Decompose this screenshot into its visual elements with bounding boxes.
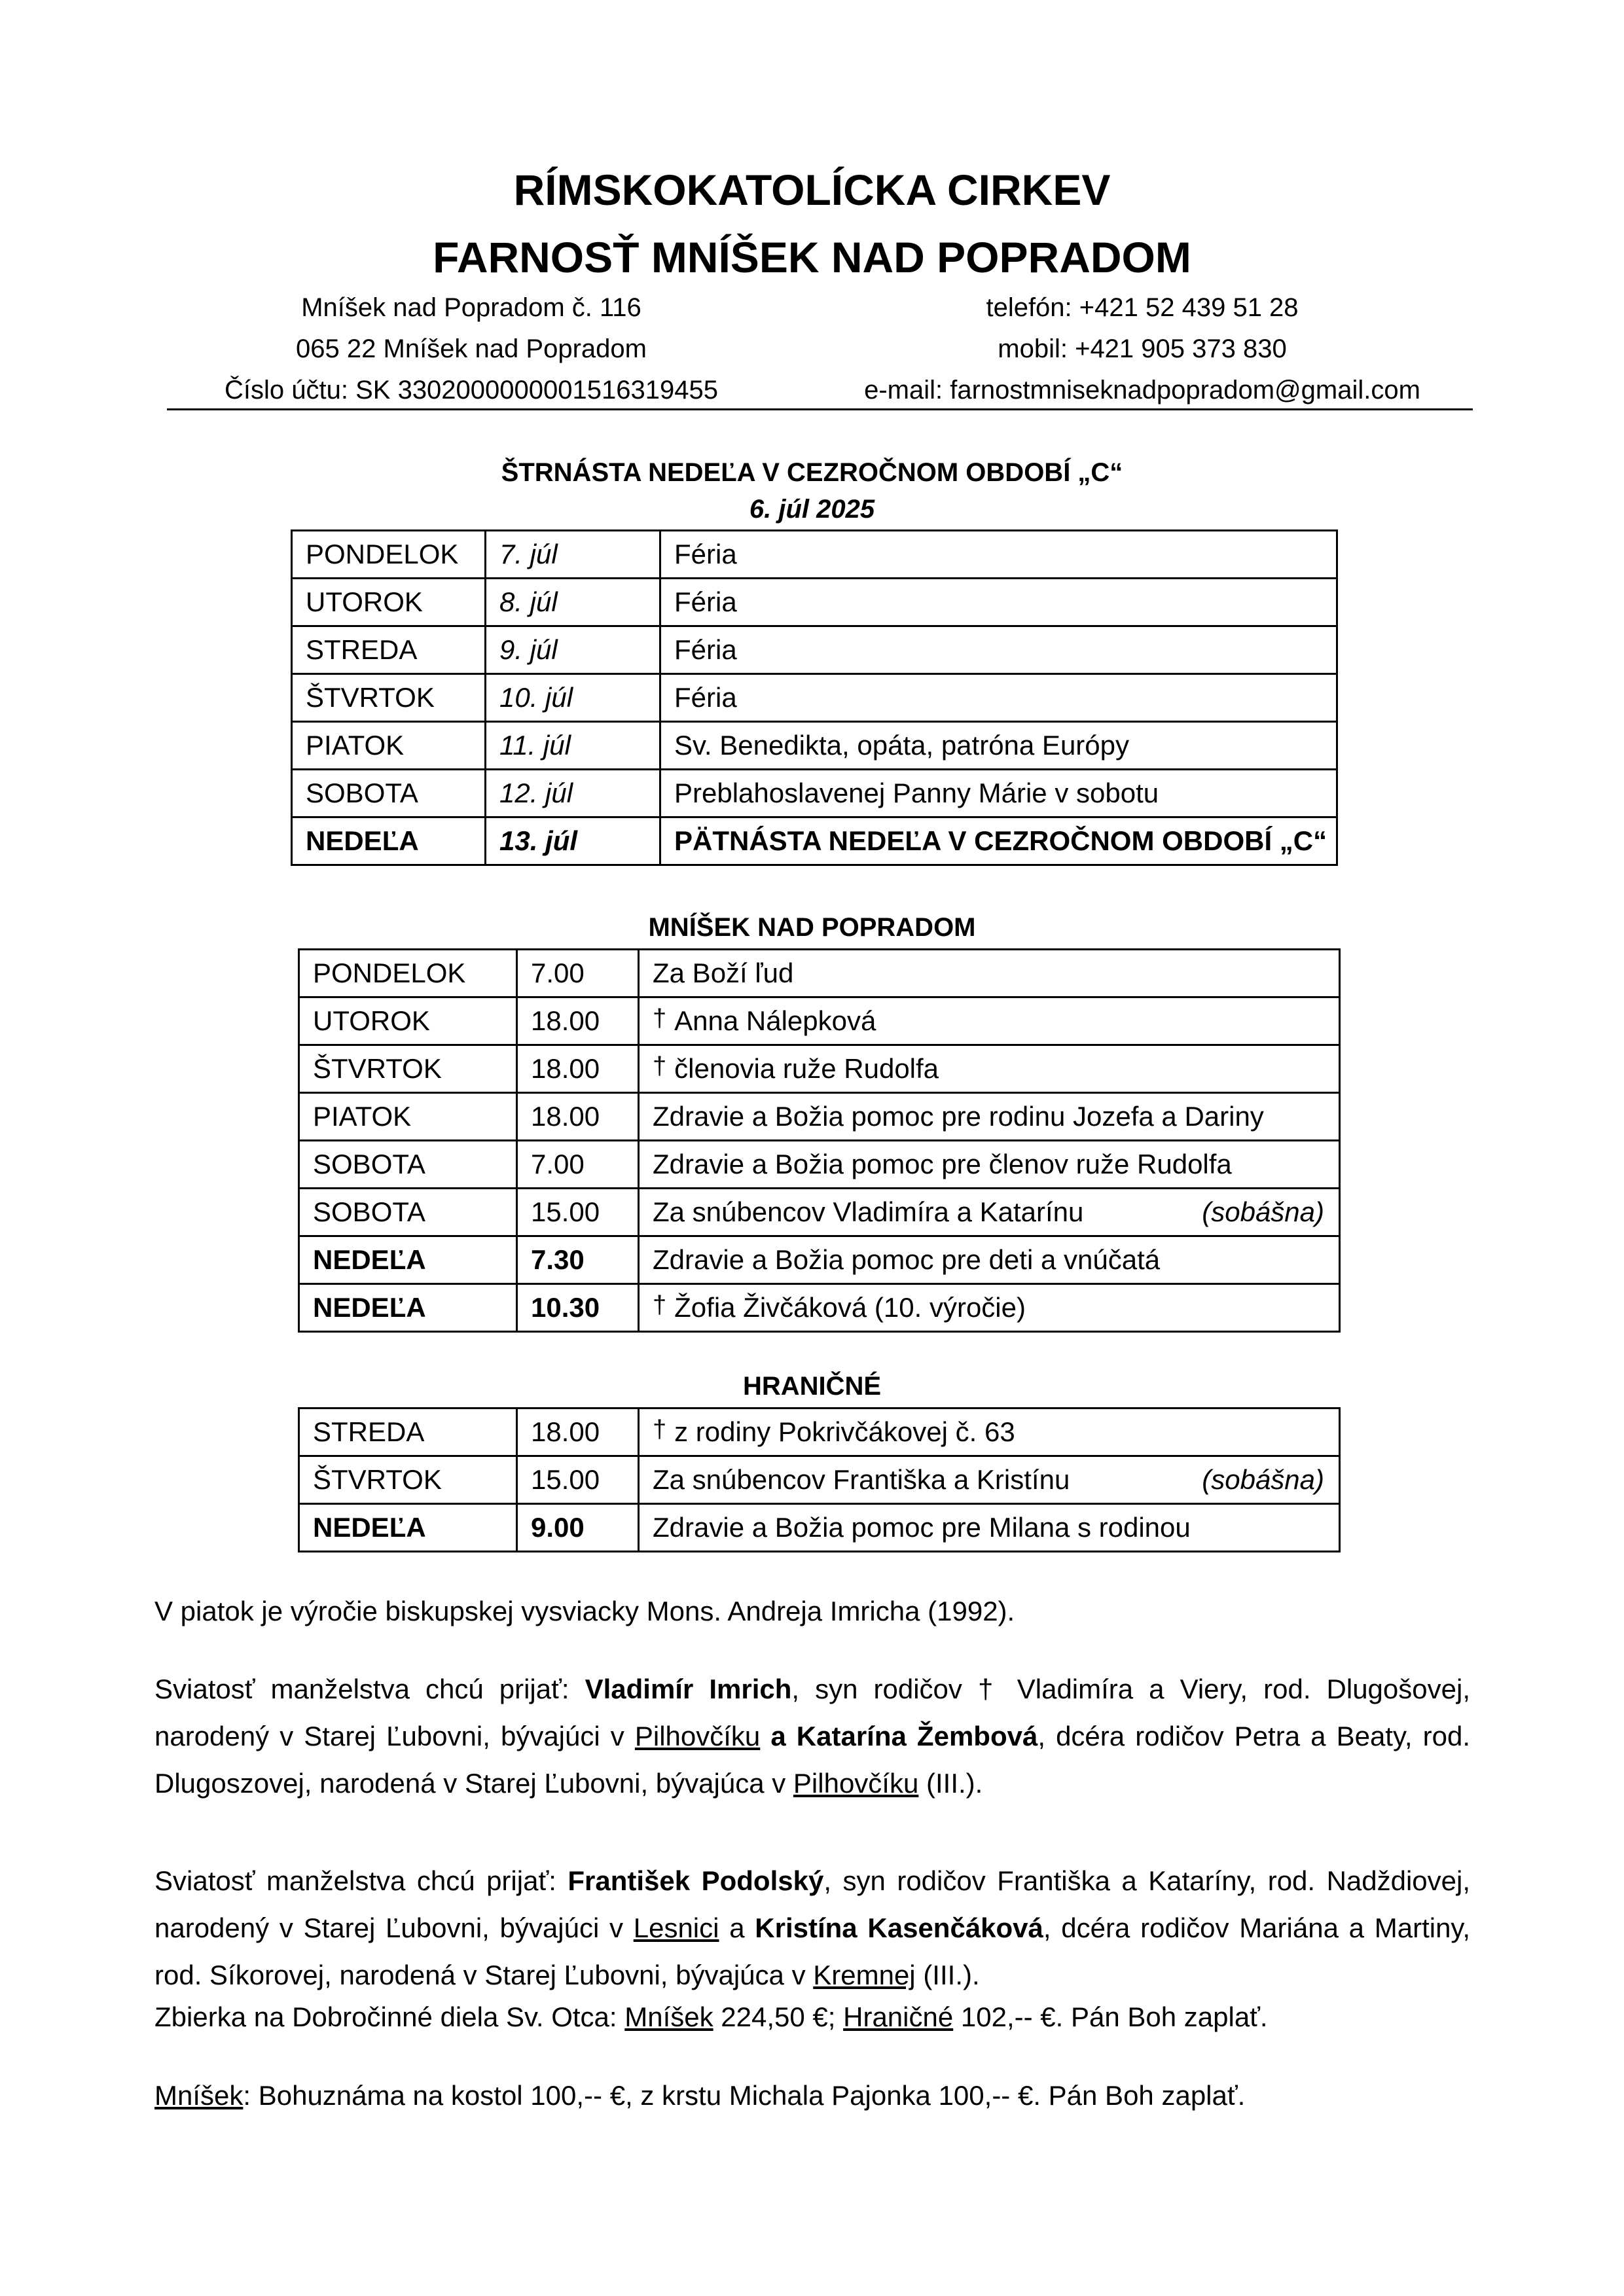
header-divider bbox=[167, 408, 1473, 410]
bride-name: Katarína Žembová bbox=[796, 1721, 1038, 1751]
intention-cell bbox=[639, 1408, 1340, 1456]
mnisek-title: MNÍŠEK NAD POPRADOM bbox=[648, 913, 976, 942]
intention-text: Žofia Živčáková (10. výročie) bbox=[674, 1292, 1026, 1323]
hranicne-mass-table bbox=[298, 1407, 1341, 1552]
table-row bbox=[299, 1408, 1340, 1456]
time-cell: 15.00 bbox=[517, 1189, 639, 1236]
day-cell: SOBOTA bbox=[299, 1141, 517, 1189]
feast-cell: Féria bbox=[660, 531, 1337, 579]
time-cell: 7.30 bbox=[517, 1236, 639, 1284]
place-name: Lesnici bbox=[633, 1912, 719, 1943]
intention-cell bbox=[639, 1093, 1340, 1141]
intention-text: Zdravie a Božia pomoc pre rodinu Jozefa a Dariny bbox=[653, 1101, 1264, 1132]
text: a bbox=[719, 1912, 755, 1943]
intention-text: z rodiny Pokrivčákovej č. 63 bbox=[674, 1416, 1015, 1447]
table-row bbox=[292, 674, 1337, 722]
date-cell: 11. júl bbox=[486, 722, 660, 770]
time-cell: 18.00 bbox=[517, 1045, 639, 1093]
intention-text: členovia ruže Rudolfa bbox=[674, 1053, 939, 1084]
feast-cell: Preblahoslavenej Panny Márie v sobotu bbox=[660, 770, 1337, 817]
wedding-note: (sobášna) bbox=[1202, 1196, 1324, 1227]
intention-text: Za snúbencov Vladimíra a Katarínu bbox=[653, 1196, 1084, 1227]
table-row bbox=[299, 950, 1340, 997]
date-cell: 8. júl bbox=[486, 579, 660, 626]
table-row bbox=[299, 997, 1340, 1045]
header-mobile: mobil: +421 905 373 830 bbox=[998, 334, 1287, 363]
header-title-parish: FARNOSŤ MNÍŠEK NAD POPRADOM bbox=[433, 233, 1191, 281]
mnisek-mass-table bbox=[298, 948, 1341, 1333]
header-account-number: Číslo účtu: SK 3302000000001516319455 bbox=[225, 376, 718, 404]
time-cell: 18.00 bbox=[517, 1408, 639, 1456]
header-email: e-mail: farnostmniseknadpopradom@gmail.com bbox=[864, 376, 1420, 404]
time-cell: 7.00 bbox=[517, 950, 639, 997]
text: Sviatosť manželstva chcú prijať: bbox=[154, 1674, 585, 1704]
cross-icon: † bbox=[653, 1052, 667, 1080]
date-cell: 13. júl bbox=[486, 817, 660, 865]
feast-cell: Féria bbox=[660, 674, 1337, 722]
day-cell: STREDA bbox=[299, 1408, 517, 1456]
intention-cell bbox=[639, 1045, 1340, 1093]
table-row bbox=[292, 770, 1337, 817]
intention-cell bbox=[639, 1504, 1340, 1552]
text: (III.). bbox=[915, 1960, 980, 1990]
intention-cell bbox=[639, 1284, 1340, 1332]
day-cell: PIATOK bbox=[299, 1093, 517, 1141]
day-cell: PONDELOK bbox=[299, 950, 517, 997]
feast-cell: Sv. Benedikta, opáta, patróna Európy bbox=[660, 722, 1337, 770]
date-cell: 9. júl bbox=[486, 626, 660, 674]
date-cell: 7. júl bbox=[486, 531, 660, 579]
day-cell: NEDEĽA bbox=[299, 1284, 517, 1332]
day-cell: SOBOTA bbox=[292, 770, 486, 817]
place-name: Pilhovčíku bbox=[793, 1768, 919, 1799]
table-row bbox=[299, 1456, 1340, 1504]
intention-cell bbox=[639, 1189, 1340, 1236]
text: 102,-- €. Pán Boh zaplať. bbox=[953, 2001, 1268, 2032]
place-name: Mníšek bbox=[154, 2080, 244, 2111]
intention-cell bbox=[639, 997, 1340, 1045]
time-cell: 15.00 bbox=[517, 1456, 639, 1504]
intention-cell bbox=[639, 950, 1340, 997]
intention-text: Anna Nálepková bbox=[674, 1005, 876, 1036]
time-cell: 10.30 bbox=[517, 1284, 639, 1332]
day-cell: PONDELOK bbox=[292, 531, 486, 579]
day-cell: ŠTVRTOK bbox=[299, 1045, 517, 1093]
day-cell: ŠTVRTOK bbox=[292, 674, 486, 722]
feast-cell: Féria bbox=[660, 579, 1337, 626]
week-calendar-table bbox=[291, 529, 1338, 866]
table-row bbox=[292, 579, 1337, 626]
date-cell: 12. júl bbox=[486, 770, 660, 817]
groom-name: František Podolský bbox=[568, 1865, 824, 1896]
text: , syn rodičov Františka a Kataríny, rod. Nadždiovej, narodený v Starej Ľubovni, bývajúci v bbox=[154, 1865, 1471, 1943]
bride-name: Kristína Kasenčáková bbox=[755, 1912, 1043, 1943]
text: 224,50 €; bbox=[713, 2001, 844, 2032]
intention-text: Zdravie a Božia pomoc pre členov ruže Rudolfa bbox=[653, 1149, 1232, 1179]
announcement-anniversary: V piatok je výročie biskupskej vysviacky Mons. Andreja Imricha (1992). bbox=[154, 1596, 1015, 1626]
time-cell: 7.00 bbox=[517, 1141, 639, 1189]
intention-text: Zdravie a Božia pomoc pre Milana s rodinou bbox=[653, 1512, 1191, 1543]
day-cell: STREDA bbox=[292, 626, 486, 674]
announcement-donations bbox=[154, 2072, 1470, 2119]
feast-cell: PÄTNÁSTA NEDEĽA V CEZROČNOM OBDOBÍ „C“ bbox=[660, 817, 1337, 865]
time-cell: 9.00 bbox=[517, 1504, 639, 1552]
announcement-marriage-1 bbox=[154, 1666, 1470, 1807]
time-cell: 18.00 bbox=[517, 1093, 639, 1141]
intention-text: Za Boží ľud bbox=[653, 958, 794, 988]
header-title-church: RÍMSKOKATOLÍCKA CIRKEV bbox=[513, 166, 1111, 214]
table-row bbox=[292, 531, 1337, 579]
intention-cell bbox=[639, 1456, 1340, 1504]
table-row bbox=[292, 817, 1337, 865]
table-row bbox=[299, 1093, 1340, 1141]
cross-icon: † bbox=[653, 1416, 667, 1443]
table-row bbox=[292, 722, 1337, 770]
table-row bbox=[299, 1189, 1340, 1236]
place-name: Kremnej bbox=[813, 1960, 916, 1990]
intention-text: Za snúbencov Františka a Kristínu bbox=[653, 1464, 1070, 1495]
table-row bbox=[299, 1236, 1340, 1284]
day-cell: ŠTVRTOK bbox=[299, 1456, 517, 1504]
groom-name: Vladimír Imrich bbox=[585, 1674, 792, 1704]
text: , dcéra rodičov Mariána a Martiny, rod. Síkorovej, narodená v Starej Ľubovni, bývajúca v bbox=[154, 1912, 1470, 1990]
feast-cell: Féria bbox=[660, 626, 1337, 674]
text: Sviatosť manželstva chcú prijať: bbox=[154, 1865, 568, 1896]
text: , syn rodičov † Vladimíra a Viery, rod. Dlugošovej, narodený v Starej Ľubovni, bývajúci v bbox=[154, 1674, 1470, 1751]
intention-text: Zdravie a Božia pomoc pre deti a vnúčatá bbox=[653, 1244, 1161, 1275]
text: , dcéra rodičov Petra a Beaty, rod. Dlugoszovej, narodená v Starej Ľubovni, bývajúca v bbox=[154, 1721, 1470, 1799]
week-title: ŠTRNÁSTA NEDEĽA V CEZROČNOM OBDOBÍ „C“ bbox=[501, 458, 1123, 487]
week-date: 6. júl 2025 bbox=[749, 495, 875, 524]
date-cell: 10. júl bbox=[486, 674, 660, 722]
day-cell: UTOROK bbox=[299, 997, 517, 1045]
day-cell: NEDEĽA bbox=[292, 817, 486, 865]
day-cell: UTOROK bbox=[292, 579, 486, 626]
announcement-marriage-2 bbox=[154, 1857, 1470, 1999]
table-row bbox=[299, 1504, 1340, 1552]
intention-cell bbox=[639, 1236, 1340, 1284]
time-cell: 18.00 bbox=[517, 997, 639, 1045]
text: (III.). bbox=[918, 1768, 983, 1799]
header-address-street: Mníšek nad Popradom č. 116 bbox=[301, 293, 641, 322]
day-cell: NEDEĽA bbox=[299, 1504, 517, 1552]
table-row bbox=[299, 1141, 1340, 1189]
wedding-note: (sobášna) bbox=[1202, 1464, 1324, 1495]
cross-icon: † bbox=[653, 1291, 667, 1319]
place-name: Hraničné bbox=[843, 2001, 954, 2032]
header-address-city: 065 22 Mníšek nad Popradom bbox=[296, 334, 647, 363]
text: : Bohuznáma na kostol 100,-- €, z krstu Michala Pajonka 100,-- €. Pán Boh zaplať. bbox=[243, 2080, 1246, 2111]
hranicne-title: HRANIČNÉ bbox=[742, 1372, 882, 1401]
intention-cell bbox=[639, 1141, 1340, 1189]
announcement-collection bbox=[154, 1994, 1470, 2041]
day-cell: NEDEĽA bbox=[299, 1236, 517, 1284]
day-cell: SOBOTA bbox=[299, 1189, 517, 1236]
table-row bbox=[299, 1284, 1340, 1332]
place-name: Mníšek bbox=[624, 2001, 713, 2032]
day-cell: PIATOK bbox=[292, 722, 486, 770]
text: a bbox=[760, 1721, 797, 1751]
text: Zbierka na Dobročinné diela Sv. Otca: bbox=[154, 2001, 625, 2032]
header-phone: telefón: +421 52 439 51 28 bbox=[986, 293, 1299, 322]
table-row bbox=[292, 626, 1337, 674]
place-name: Pilhovčíku bbox=[634, 1721, 761, 1751]
table-row bbox=[299, 1045, 1340, 1093]
cross-icon: † bbox=[653, 1005, 667, 1032]
